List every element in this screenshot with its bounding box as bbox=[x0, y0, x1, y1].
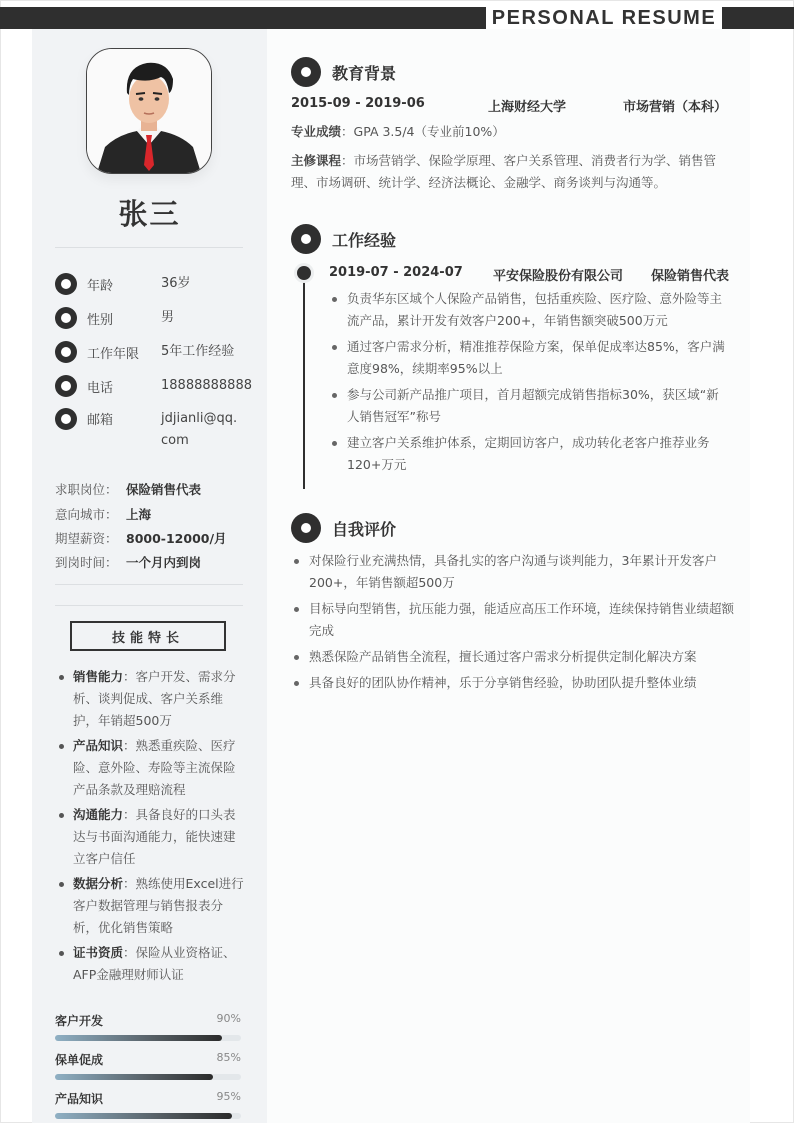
job-bullet: 参与公司新产品推广项目，首月超额完成销售指标30%，获区域“新人销售冠军”称号 bbox=[329, 384, 729, 428]
section-title: 教育背景 bbox=[332, 63, 397, 83]
intent-availability bbox=[55, 553, 201, 571]
info-label: 性别 bbox=[87, 312, 114, 328]
job-position: 保险销售代表 bbox=[651, 269, 730, 284]
bar-percent: 85% bbox=[216, 1051, 241, 1064]
self-eval-list bbox=[291, 550, 736, 698]
info-value: 男 bbox=[161, 310, 175, 325]
intent-value: 一个月内到岗 bbox=[126, 555, 202, 570]
intent-label: 期望薪资： bbox=[55, 531, 118, 546]
circle-dot-icon bbox=[55, 273, 77, 295]
edu-courses bbox=[291, 150, 736, 194]
info-label: 邮箱 bbox=[87, 413, 114, 428]
section-education-header bbox=[291, 57, 396, 87]
edu-period: 2015-09 - 2019-06 bbox=[291, 96, 425, 111]
header-title: PERSONAL RESUME bbox=[491, 6, 717, 29]
info-experience bbox=[55, 340, 235, 364]
skill-item bbox=[55, 804, 245, 870]
bar-label: 产品知识 bbox=[55, 1092, 104, 1106]
skills-title: 技能特长 bbox=[70, 621, 226, 651]
skill-desc: ：熟练使用Excel进行客户数据管理与销售报表分析，优化销售策略 bbox=[73, 876, 244, 935]
info-email bbox=[55, 408, 238, 448]
self-eval-item: 熟悉保险产品销售全流程，擅长通过客户需求分析提供定制化解决方案 bbox=[291, 646, 736, 668]
skill-name: 沟通能力 bbox=[73, 807, 124, 822]
info-value: 5年工作经验 bbox=[161, 344, 235, 359]
skill-name: 数据分析 bbox=[73, 876, 124, 891]
bar-label: 客户开发 bbox=[55, 1014, 104, 1028]
intent-value: 8000-12000/月 bbox=[126, 531, 227, 546]
intent-label: 求职岗位： bbox=[55, 482, 118, 497]
progress-fill bbox=[55, 1113, 232, 1119]
bar-label: 保单促成 bbox=[55, 1053, 104, 1067]
skill-item bbox=[55, 666, 245, 732]
self-eval-item: 对保险行业充满热情，具备扎实的客户沟通与谈判能力，3年累计开发客户200+，年销售额超500万 bbox=[291, 550, 736, 594]
circle-dot-icon bbox=[55, 307, 77, 329]
intent-position bbox=[55, 480, 201, 498]
skill-item bbox=[55, 942, 245, 986]
timeline-line bbox=[303, 272, 305, 489]
section-work-header bbox=[291, 224, 396, 254]
intent-salary bbox=[55, 529, 227, 547]
job-bullet: 通过客户需求分析，精准推荐保险方案，保单促成率达85%，客户满意度98%，续期率95%以上 bbox=[329, 336, 729, 380]
progress-track bbox=[55, 1113, 241, 1119]
info-label: 电话 bbox=[87, 380, 114, 396]
edu-major: 市场营销（本科） bbox=[623, 100, 728, 115]
skill-bar-closing bbox=[55, 1051, 241, 1080]
info-label: 工作年限 bbox=[87, 346, 140, 362]
avatar bbox=[86, 48, 212, 174]
job-company: 平安保险股份有限公司 bbox=[493, 269, 624, 284]
skill-desc: ：保险从业资格证、AFP金融理财师认证 bbox=[73, 945, 236, 982]
section-title: 工作经验 bbox=[332, 230, 397, 250]
divider bbox=[55, 584, 243, 585]
progress-fill bbox=[55, 1035, 222, 1041]
circle-dot-icon bbox=[291, 224, 321, 254]
skill-item bbox=[55, 735, 245, 801]
divider bbox=[55, 605, 243, 606]
bar-percent: 90% bbox=[216, 1012, 241, 1025]
skill-bar-product bbox=[55, 1090, 241, 1119]
edu-school: 上海财经大学 bbox=[488, 100, 567, 115]
self-eval-item: 目标导向型销售，抗压能力强，能适应高压工作环境，连续保持销售业绩超额完成 bbox=[291, 598, 736, 642]
circle-dot-icon bbox=[291, 513, 321, 543]
info-age bbox=[55, 272, 191, 296]
gpa-value: ：GPA 3.5/4（专业前10%） bbox=[341, 124, 505, 139]
info-phone bbox=[55, 374, 252, 398]
timeline-dot-icon bbox=[297, 266, 311, 280]
divider bbox=[55, 247, 243, 248]
section-self-eval-header bbox=[291, 513, 396, 543]
gpa-label: 专业成绩 bbox=[291, 124, 342, 139]
skill-desc: ：客户开发、需求分析、谈判促成、客户关系维护，年销超500万 bbox=[73, 669, 236, 728]
info-value: jdjianli@qq.com bbox=[161, 411, 238, 448]
circle-dot-icon bbox=[55, 341, 77, 363]
avatar-portrait-icon bbox=[87, 49, 211, 173]
skill-name: 产品知识 bbox=[73, 738, 124, 753]
skill-name: 销售能力 bbox=[73, 669, 124, 684]
self-eval-item: 具备良好的团队协作精神，乐于分享销售经验，协助团队提升整体业绩 bbox=[291, 672, 736, 694]
intent-label: 意向城市： bbox=[55, 507, 118, 522]
info-label: 年龄 bbox=[87, 278, 114, 294]
skill-desc: ：熟悉重疾险、医疗险、意外险、寿险等主流保险产品条款及理赔流程 bbox=[73, 738, 236, 797]
edu-gpa bbox=[291, 121, 736, 143]
candidate-name: 张三 bbox=[118, 197, 181, 231]
skill-bar-client-dev bbox=[55, 1012, 241, 1041]
skills-list bbox=[55, 666, 245, 989]
skill-item bbox=[55, 873, 245, 939]
bar-percent: 95% bbox=[216, 1090, 241, 1103]
skill-name: 证书资质 bbox=[73, 945, 124, 960]
progress-track bbox=[55, 1035, 241, 1041]
job-bullet: 建立客户关系维护体系，定期回访客户，成功转化老客户推荐业务120+万元 bbox=[329, 432, 729, 476]
courses-value: ：市场营销学、保险学原理、客户关系管理、消费者行为学、销售管理、市场调研、统计学、经济法概论、金融学、商务谈判与沟通等。 bbox=[291, 153, 717, 190]
job-period: 2019-07 - 2024-07 bbox=[329, 265, 463, 280]
progress-track bbox=[55, 1074, 241, 1080]
circle-dot-icon bbox=[55, 408, 77, 430]
job-bullet: 负责华东区域个人保险产品销售，包括重疾险、医疗险、意外险等主流产品，累计开发有效客户200+，年销售额突破500万元 bbox=[329, 288, 729, 332]
courses-label: 主修课程 bbox=[291, 153, 342, 168]
circle-dot-icon bbox=[291, 57, 321, 87]
progress-fill bbox=[55, 1074, 213, 1080]
info-value: 36岁 bbox=[161, 276, 191, 291]
skill-desc: ：具备良好的口头表达与书面沟通能力，能快速建立客户信任 bbox=[73, 807, 236, 866]
header-title-box bbox=[486, 4, 722, 32]
circle-dot-icon bbox=[55, 375, 77, 397]
intent-value: 上海 bbox=[126, 507, 152, 522]
job-bullets bbox=[329, 288, 729, 480]
info-gender bbox=[55, 306, 175, 330]
section-title: 自我评价 bbox=[332, 519, 397, 539]
info-value: 18888888888 bbox=[161, 378, 252, 393]
intent-city bbox=[55, 505, 151, 523]
intent-value: 保险销售代表 bbox=[126, 482, 202, 497]
intent-label: 到岗时间： bbox=[55, 555, 118, 570]
